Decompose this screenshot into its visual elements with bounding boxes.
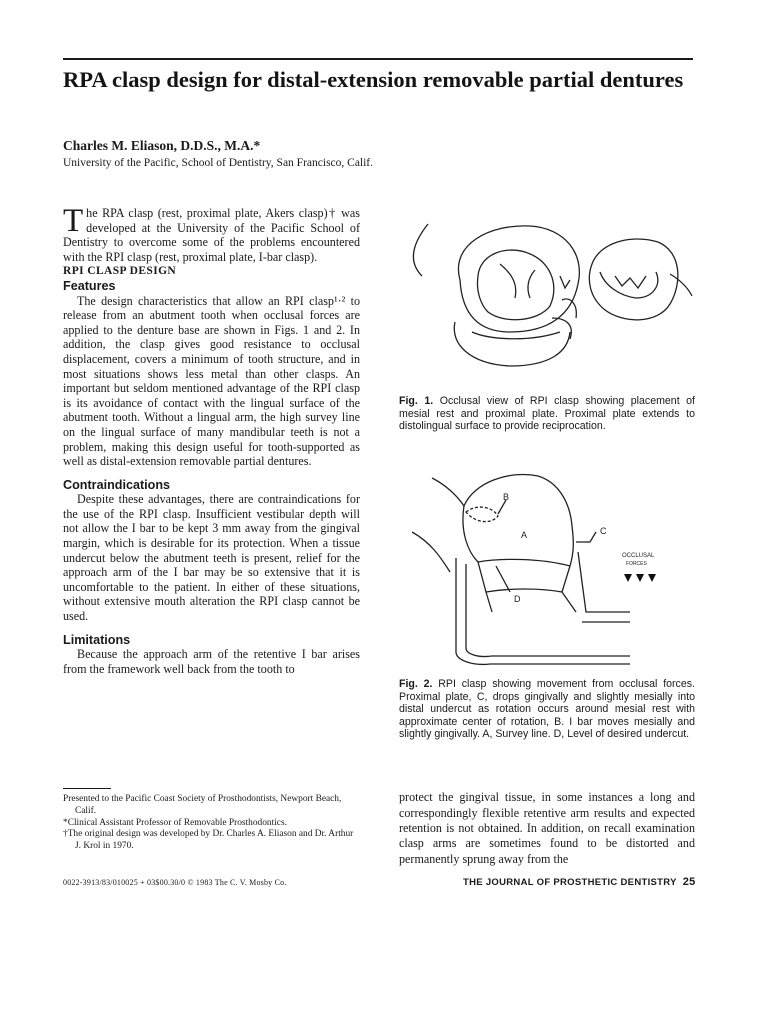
article-title: RPA clasp design for distal-extension removable partial dentures [63,67,684,92]
journal-name: THE JOURNAL OF PROSTHETIC DENTISTRY [463,877,677,888]
footnote-dagger: †The original design was developed by Dr. Charles A. Eliason and Dr. Arthur J. Krol in 1970. [63,829,354,852]
figure-1-label: Fig. 1. [399,395,434,407]
figure-2-label-a: A [521,530,528,540]
intro-text: he RPA clasp (rest, proximal plate, Akers clasp)† was developed at the University of the Pacific School of Dentistry to overcome some of the problems encountered with the RPI clasp (rest, proximal plate, I-bar clasp). [63,206,360,264]
footnote-star: *Clinical Assistant Professor of Removable Prosthodontics. [63,817,287,828]
section-heading: RPI CLASP DESIGN [63,265,177,278]
figure-2-label-c: C [600,526,607,536]
intro-paragraph [63,203,360,264]
top-rule [63,58,693,60]
figure-2-label: Fig. 2. [399,678,433,690]
contraindications-paragraph: Despite these advantages, there are contraindications for the use of the RPI clasp. Insufficient vestibular depth will not allow the I bar to be kept 3 mm away from the gingival margin, which is desirable for its protection. When a tissue undercut below the abutment teeth is present, relief for the approach arm of the I bar may be so extensive that it is uncomfortable to the patient. In either of these situations, without extensive mouth alteration the RPI clasp cannot be used. [63,492,360,624]
features-paragraph: The design characteristics that allow an RPI clasp¹·² to release from an abutment tooth when occlusal forces are applied to the denture base are shown in Figs. 1 and 2. In addition, the clasp gives good resistance to occlusal displacement, covers a minimum of tooth structure, and in most situations shows less metal than other clasps. An important but seldom mentioned advantage of the RPI clasp is its avoidance of contact with the lingual surface of the abutment tooth. Without a lingual arm, the high survey line on the lingual surface of many mandibular teeth is not a problem, making this design useful for tooth-supported as well as distal-extension removable partial dentures. [63,293,360,469]
left-column [63,203,360,676]
drop-cap: T [63,203,84,239]
limitations-heading: Limitations [63,632,131,647]
figure-2-caption [399,678,695,741]
author-affiliation: University of the Pacific, School of Dentistry, San Francisco, Calif. [63,157,374,169]
footnote-presented: Presented to the Pacific Coast Society of Prosthodontists, Newport Beach, Calif. [63,794,342,816]
figure-2-caption-text: RPI clasp showing movement from occlusal forces. Proximal plate, C, drops gingivally and slightly mesially into distal undercut as rotation occurs around mesial rest with approximate center of rotation, B. I bar moves mesially and slightly gingivally. A, Survey line. D, Level of desired undercut. [399,678,695,741]
figure-2-forces-label: FORCES [626,561,647,567]
figure-1-caption [399,395,695,433]
author-name: Charles M. Eliason, D.D.S., M.A.* [63,138,261,153]
figure-1-illustration [400,214,695,374]
figure-1-caption-text: Occlusal view of RPI clasp showing placement of mesial rest and proximal plate. Proximal plate extends to distolingual surface to provide reciprocation. [399,395,695,433]
figure-2-label-b: B [503,492,510,502]
figure-2-label-d: D [514,594,521,604]
footer-journal [463,876,696,888]
page-number: 25 [682,876,696,888]
footnotes [63,788,360,853]
footnote-rule [63,788,111,789]
figure-2-illustration [400,462,695,672]
contraindications-heading: Contraindications [63,477,171,492]
limitations-paragraph: Because the approach arm of the retentive I bar arises from the framework well back from the tooth to [63,647,360,676]
footer-code: 0022-3913/83/010025 + 03$00.30/0 © 1983 The C. V. Mosby Co. [63,878,287,887]
right-column-paragraph: protect the gingival tissue, in some instances a long and correspondingly flexible retentive arm results and expected retention is not obtained. In addition, on recall examination clasp arms are sometimes found to be distorted and permanently sprung away from the [399,790,695,866]
figure-2-occlusal-label: OCCLUSAL [622,553,655,559]
features-heading: Features [63,278,116,293]
